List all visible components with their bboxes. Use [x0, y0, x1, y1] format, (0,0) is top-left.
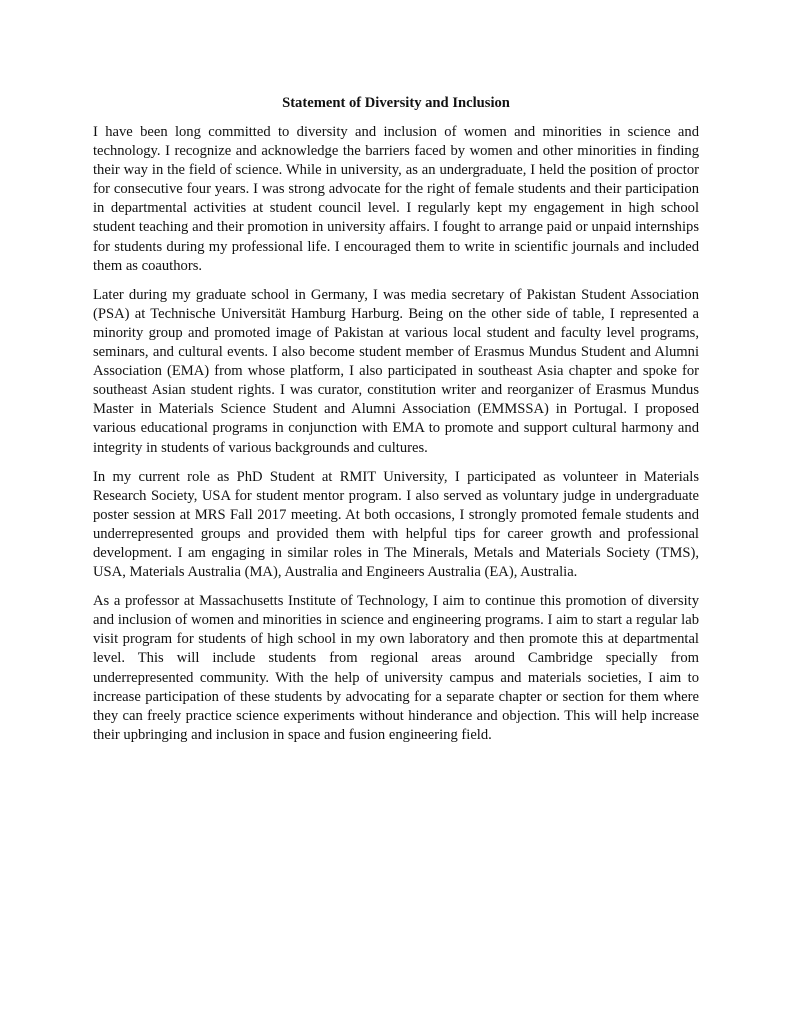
- paragraph-current-role: In my current role as PhD Student at RMIT University, I participated as volunteer in Materials Research Society, USA for student mentor program. I also served as voluntary judge in undergraduate poster session at MRS Fall 2017 meeting. At both occasions, I strongly promoted female students and underrepresented groups and provided them with helpful tips for career growth and professional development. I am engaging in similar roles in The Minerals, Metals and Materials Society (TMS), USA, Materials Australia (MA), Australia and Engineers Australia (EA), Australia.: [93, 468, 699, 581]
- page-title: Statement of Diversity and Inclusion: [282, 95, 510, 111]
- document-page: [93, 94, 699, 755]
- paragraph-commitment: I have been long committed to diversity and inclusion of women and minorities in science and technology. I recognize and acknowledge the barriers faced by women and other minorities in finding their way in the field of science. While in university, as an undergraduate, I held the position of proctor for consecutive four years. I was strong advocate for the right of female students and their participation in departmental activities at student council level. I regularly kept my engagement in high school student teaching and their promotion in university affairs. I fought to arrange paid or unpaid internships for students during my professional life. I encouraged them to write in scientific journals and included them as coauthors.: [93, 124, 699, 274]
- paragraph-future-plans: As a professor at Massachusetts Institute of Technology, I aim to continue this promotion of diversity and inclusion of women and minorities in science and engineering programs. I aim to start a regular lab visit program for students of high school in my own laboratory and then promote this at departmental level. This will include students from regional areas around Cambridge specially from underrepresented community. With the help of university campus and materials societies, I aim to increase participation of these students by advocating for a separate chapter or section for them where they can freely practice science experiments without hinderance and objection. This will help increase their upbringing and inclusion in space and fusion engineering field.: [93, 593, 699, 743]
- paragraph-graduate-school: Later during my graduate school in Germany, I was media secretary of Pakistan Student Association (PSA) at Technische Universität Hamburg Harburg. Being on the other side of table, I represented a minority group and promoted image of Pakistan at various local student and faculty level programs, seminars, and cultural events. I also become student member of Erasmus Mundus Student and Alumni Association (EMA) from whose platform, I also participated in southeast Asia chapter and spoke for southeast Asian student rights. I was curator, constitution writer and reorganizer of Erasmus Mundus Master in Materials Science Student and Alumni Association (EMMSSA) in Portugal. I proposed various educational programs in conjunction with EMA to promote and support cultural harmony and integrity in students of various backgrounds and cultures.: [93, 286, 699, 456]
